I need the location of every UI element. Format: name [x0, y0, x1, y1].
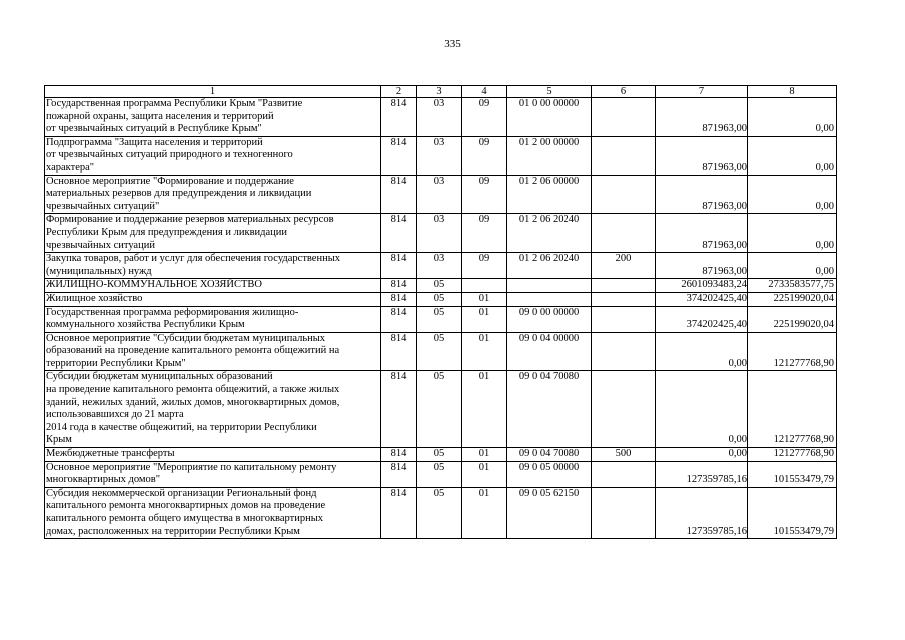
row-name-cell: Жилищное хозяйство: [45, 292, 381, 306]
target-article-cell: [507, 279, 592, 293]
amount-col8-cell: 0,00: [748, 136, 837, 175]
amount-col7-cell: 127359785,16: [656, 487, 748, 538]
expense-type-cell: [592, 136, 656, 175]
row-name-cell: Основное мероприятие "Субсидии бюджетам муниципальных образований на проведение капитального ремонта общежитий на территории Республики Крым": [45, 332, 381, 371]
table-row: [45, 253, 837, 279]
target-article-cell: 01 2 06 00000: [507, 175, 592, 214]
expense-type-cell: [592, 175, 656, 214]
expense-type-cell: 500: [592, 448, 656, 462]
section-cell: 05: [417, 461, 462, 487]
expense-type-cell: [592, 306, 656, 332]
table-row: [45, 98, 837, 137]
target-article-cell: 01 2 00 00000: [507, 136, 592, 175]
target-article-cell: 09 0 04 70080: [507, 448, 592, 462]
expense-type-cell: [592, 461, 656, 487]
table-row: [45, 448, 837, 462]
target-article-cell: 09 0 04 70080: [507, 371, 592, 448]
admin-code-cell: 814: [381, 461, 417, 487]
section-cell: 03: [417, 136, 462, 175]
table-row: [45, 214, 837, 253]
subsection-cell: 09: [462, 253, 507, 279]
target-article-cell: 01 2 06 20240: [507, 214, 592, 253]
row-name-cell: Субсидии бюджетам муниципальных образований на проведение капитального ремонта общежитий, а также жилых зданий, нежилых зданий, жилых домов, многоквартирных домов, использовавшихся до 21 марта 2014 года в качестве общежитий, на территории Республики Крым: [45, 371, 381, 448]
table-row: [45, 292, 837, 306]
section-cell: 03: [417, 214, 462, 253]
table-row: [45, 175, 837, 214]
table-row: [45, 306, 837, 332]
subsection-cell: 09: [462, 136, 507, 175]
subsection-cell: 01: [462, 306, 507, 332]
header-cell: 4: [462, 86, 507, 98]
target-article-cell: 09 0 00 00000: [507, 306, 592, 332]
subsection-cell: 09: [462, 214, 507, 253]
admin-code-cell: 814: [381, 306, 417, 332]
header-cell: 8: [748, 86, 837, 98]
target-article-cell: 01 0 00 00000: [507, 98, 592, 137]
admin-code-cell: 814: [381, 98, 417, 137]
section-cell: 05: [417, 306, 462, 332]
section-cell: 03: [417, 175, 462, 214]
section-cell: 03: [417, 253, 462, 279]
subsection-cell: 01: [462, 292, 507, 306]
subsection-cell: 01: [462, 332, 507, 371]
admin-code-cell: 814: [381, 332, 417, 371]
table-body: [45, 86, 837, 539]
subsection-cell: 01: [462, 371, 507, 448]
table-row: [45, 487, 837, 538]
admin-code-cell: 814: [381, 371, 417, 448]
expense-type-cell: 200: [592, 253, 656, 279]
row-name-cell: Государственная программа реформирования жилищно- коммунального хозяйства Республики Крым: [45, 306, 381, 332]
target-article-cell: 01 2 06 20240: [507, 253, 592, 279]
admin-code-cell: 814: [381, 253, 417, 279]
table-row: [45, 461, 837, 487]
admin-code-cell: 814: [381, 448, 417, 462]
target-article-cell: 09 0 04 00000: [507, 332, 592, 371]
amount-col8-cell: 121277768,90: [748, 332, 837, 371]
amount-col7-cell: 0,00: [656, 448, 748, 462]
header-cell: 3: [417, 86, 462, 98]
section-cell: 05: [417, 279, 462, 293]
expense-type-cell: [592, 98, 656, 137]
row-name-cell: Субсидия некоммерческой организации Региональный фонд капитального ремонта многоквартирных домов на проведение капитального ремонта общего имущества в многоквартирных домах, расположенных на территории Республики Крым: [45, 487, 381, 538]
header-cell: 6: [592, 86, 656, 98]
section-cell: 05: [417, 332, 462, 371]
expense-type-cell: [592, 487, 656, 538]
subsection-cell: 01: [462, 448, 507, 462]
admin-code-cell: 814: [381, 487, 417, 538]
header-cell: 7: [656, 86, 748, 98]
amount-col7-cell: 127359785,16: [656, 461, 748, 487]
row-name-cell: Межбюджетные трансферты: [45, 448, 381, 462]
row-name-cell: Основное мероприятие "Мероприятие по капитальному ремонту многоквартирных домов": [45, 461, 381, 487]
subsection-cell: [462, 279, 507, 293]
amount-col8-cell: 121277768,90: [748, 371, 837, 448]
amount-col7-cell: 374202425,40: [656, 306, 748, 332]
page-number: 335: [444, 38, 461, 50]
table-row: [45, 279, 837, 293]
amount-col8-cell: 121277768,90: [748, 448, 837, 462]
amount-col7-cell: 871963,00: [656, 175, 748, 214]
section-cell: 05: [417, 487, 462, 538]
admin-code-cell: 814: [381, 136, 417, 175]
section-cell: 03: [417, 98, 462, 137]
row-name-cell: Основное мероприятие "Формирование и поддержание материальных резервов для предупреждения и ликвидации чрезвычайных ситуаций": [45, 175, 381, 214]
section-cell: 05: [417, 292, 462, 306]
expense-type-cell: [592, 371, 656, 448]
target-article-cell: 09 0 05 62150: [507, 487, 592, 538]
header-cell: 1: [45, 86, 381, 98]
subsection-cell: 09: [462, 98, 507, 137]
amount-col8-cell: 0,00: [748, 214, 837, 253]
section-cell: 05: [417, 448, 462, 462]
amount-col8-cell: 101553479,79: [748, 487, 837, 538]
amount-col8-cell: 2733583577,75: [748, 279, 837, 293]
header-row: [45, 86, 837, 98]
subsection-cell: 01: [462, 487, 507, 538]
row-name-cell: Подпрограмма "Защита населения и территорий от чрезвычайных ситуаций природного и техногенного характера": [45, 136, 381, 175]
target-article-cell: [507, 292, 592, 306]
row-name-cell: Закупка товаров, работ и услуг для обеспечения государственных (муниципальных) нужд: [45, 253, 381, 279]
expense-type-cell: [592, 332, 656, 371]
amount-col7-cell: 871963,00: [656, 136, 748, 175]
amount-col8-cell: 0,00: [748, 98, 837, 137]
amount-col8-cell: 0,00: [748, 175, 837, 214]
expense-type-cell: [592, 214, 656, 253]
target-article-cell: 09 0 05 00000: [507, 461, 592, 487]
admin-code-cell: 814: [381, 292, 417, 306]
section-cell: 05: [417, 371, 462, 448]
budget-table: [44, 85, 837, 539]
amount-col7-cell: 2601093483,24: [656, 279, 748, 293]
expense-type-cell: [592, 292, 656, 306]
admin-code-cell: 814: [381, 279, 417, 293]
table-row: [45, 371, 837, 448]
amount-col8-cell: 225199020,04: [748, 292, 837, 306]
amount-col7-cell: 374202425,40: [656, 292, 748, 306]
table-row: [45, 136, 837, 175]
expense-type-cell: [592, 279, 656, 293]
amount-col7-cell: 871963,00: [656, 253, 748, 279]
amount-col7-cell: 871963,00: [656, 98, 748, 137]
amount-col7-cell: 0,00: [656, 332, 748, 371]
header-cell: 5: [507, 86, 592, 98]
header-cell: 2: [381, 86, 417, 98]
row-name-cell: ЖИЛИЩНО-КОММУНАЛЬНОЕ ХОЗЯЙСТВО: [45, 279, 381, 293]
amount-col8-cell: 225199020,04: [748, 306, 837, 332]
table-row: [45, 332, 837, 371]
admin-code-cell: 814: [381, 175, 417, 214]
amount-col8-cell: 101553479,79: [748, 461, 837, 487]
amount-col7-cell: 0,00: [656, 371, 748, 448]
admin-code-cell: 814: [381, 214, 417, 253]
amount-col7-cell: 871963,00: [656, 214, 748, 253]
subsection-cell: 01: [462, 461, 507, 487]
row-name-cell: Государственная программа Республики Крым "Развитие пожарной охраны, защита населения и территорий от чрезвычайных ситуаций в Республике Крым": [45, 98, 381, 137]
subsection-cell: 09: [462, 175, 507, 214]
amount-col8-cell: 0,00: [748, 253, 837, 279]
row-name-cell: Формирование и поддержание резервов материальных ресурсов Республики Крым для предупреждения и ликвидации чрезвычайных ситуаций: [45, 214, 381, 253]
